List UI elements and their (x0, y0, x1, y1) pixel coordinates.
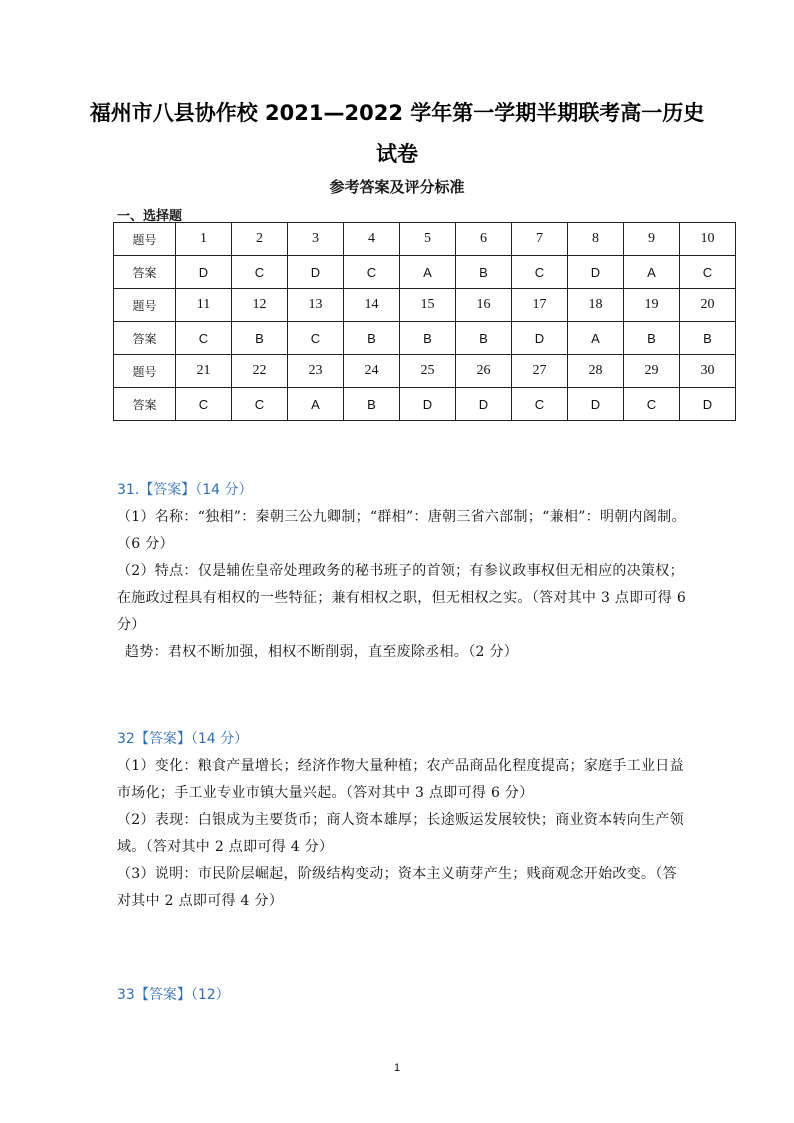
question-number-cell: 2 (232, 223, 288, 256)
question-31-part-2: （2）特点：仅是辅佐皇帝处理政务的秘书班子的首领；有参议政事权但无相应的决策权；在施政过程具有相权的一些特征；兼有相权之职，但无相权之实。（答对其中 3 点即可得 6 分） (117, 563, 687, 633)
answer-cell: B (456, 322, 512, 355)
answer-cell: B (680, 322, 736, 355)
question-number-cell: 9 (624, 223, 680, 256)
answer-cell: B (624, 322, 680, 355)
answer-cell: C (680, 256, 736, 289)
answer-cell: D (456, 388, 512, 421)
answer-cell: A (400, 256, 456, 289)
question-number-cell: 3 (288, 223, 344, 256)
question-number-cell: 13 (288, 289, 344, 322)
question-31-answer (117, 477, 687, 666)
question-number-cell: 17 (512, 289, 568, 322)
table-row-numbers-1 (114, 223, 736, 256)
answer-cell: C (176, 388, 232, 421)
document-title-line2: 试卷 (376, 142, 418, 166)
answer-cell: C (288, 322, 344, 355)
answer-cell: B (344, 388, 400, 421)
section-heading-multiple-choice: 一、选择题 (117, 209, 183, 224)
question-number-cell: 30 (680, 355, 736, 388)
row-label-question-number: 题号 (114, 223, 176, 256)
answer-cell: B (344, 322, 400, 355)
question-number-cell: 18 (568, 289, 624, 322)
question-number-cell: 16 (456, 289, 512, 322)
question-number-cell: 22 (232, 355, 288, 388)
question-number-cell: 7 (512, 223, 568, 256)
question-31-part-1: （1）名称：“独相”：秦朝三公九卿制；“群相”：唐朝三省六部制；“兼相”：明朝内阁制。（6 分） (117, 509, 686, 552)
question-number-cell: 23 (288, 355, 344, 388)
answer-cell: C (512, 256, 568, 289)
question-32-part-1: （1）变化：粮食产量增长；经济作物大量种植；农产品商品化程度提高；家庭手工业日益市场化；手工业专业市镇大量兴起。（答对其中 3 点即可得 6 分） (117, 758, 684, 801)
answer-cell: D (568, 388, 624, 421)
question-number-cell: 12 (232, 289, 288, 322)
answer-cell: C (232, 256, 288, 289)
table-row-answers-2 (114, 322, 736, 355)
question-number-cell: 24 (344, 355, 400, 388)
answer-cell: C (344, 256, 400, 289)
answer-cell: C (176, 322, 232, 355)
answer-cell: C (512, 388, 568, 421)
question-number-cell: 29 (624, 355, 680, 388)
question-number-cell: 1 (176, 223, 232, 256)
question-number-cell: 21 (176, 355, 232, 388)
answer-cell: A (568, 322, 624, 355)
answer-cell: A (624, 256, 680, 289)
question-number-cell: 14 (344, 289, 400, 322)
table-row-answers-3 (114, 388, 736, 421)
answer-cell: D (288, 256, 344, 289)
question-number-cell: 28 (568, 355, 624, 388)
answer-cell: D (568, 256, 624, 289)
answer-cell: C (232, 388, 288, 421)
question-number-cell: 5 (400, 223, 456, 256)
answer-cell: B (400, 322, 456, 355)
document-title-line1: 福州市八县协作校 2021—2022 学年第一学期半期联考高一历史 (89, 101, 705, 125)
table-row-numbers-2 (114, 289, 736, 322)
question-33-answer (117, 982, 687, 1009)
question-number-cell: 25 (400, 355, 456, 388)
table-row-numbers-3 (114, 355, 736, 388)
question-number-cell: 11 (176, 289, 232, 322)
question-number-cell: 10 (680, 223, 736, 256)
answer-cell: D (680, 388, 736, 421)
row-label-answer: 答案 (114, 322, 176, 355)
question-32-heading: 32【答案】（14 分） (117, 731, 249, 747)
row-label-answer: 答案 (114, 388, 176, 421)
question-number-cell: 27 (512, 355, 568, 388)
page-number: 1 (393, 1062, 401, 1074)
question-number-cell: 19 (624, 289, 680, 322)
answer-cell: D (400, 388, 456, 421)
row-label-question-number: 题号 (114, 289, 176, 322)
question-31-heading: 31.【答案】（14 分） (117, 482, 253, 498)
question-number-cell: 4 (344, 223, 400, 256)
answer-cell: D (512, 322, 568, 355)
answer-cell: D (176, 256, 232, 289)
answer-table (113, 222, 736, 421)
question-number-cell: 26 (456, 355, 512, 388)
question-number-cell: 20 (680, 289, 736, 322)
question-number-cell: 6 (456, 223, 512, 256)
row-label-question-number: 题号 (114, 355, 176, 388)
question-number-cell: 15 (400, 289, 456, 322)
answer-cell: B (232, 322, 288, 355)
answer-cell: A (288, 388, 344, 421)
answer-cell: C (624, 388, 680, 421)
row-label-answer: 答案 (114, 256, 176, 289)
question-32-answer (117, 726, 687, 915)
question-number-cell: 8 (568, 223, 624, 256)
question-32-part-3: （3）说明：市民阶层崛起，阶级结构变动；资本主义萌芽产生；贱商观念开始改变。（答对其中 2 点即可得 4 分） (117, 866, 677, 909)
table-row-answers-1 (114, 256, 736, 289)
question-32-part-2: （2）表现：白银成为主要货币；商人资本雄厚；长途贩运发展较快；商业资本转向生产领域。（答对其中 2 点即可得 4 分） (117, 812, 684, 855)
question-31-trend: 趋势：君权不断加强，相权不断削弱，直至废除丞相。（2 分） (125, 644, 519, 660)
document-subtitle: 参考答案及评分标准 (329, 178, 465, 196)
answer-cell: B (456, 256, 512, 289)
question-33-heading: 33【答案】（12） (117, 987, 230, 1003)
